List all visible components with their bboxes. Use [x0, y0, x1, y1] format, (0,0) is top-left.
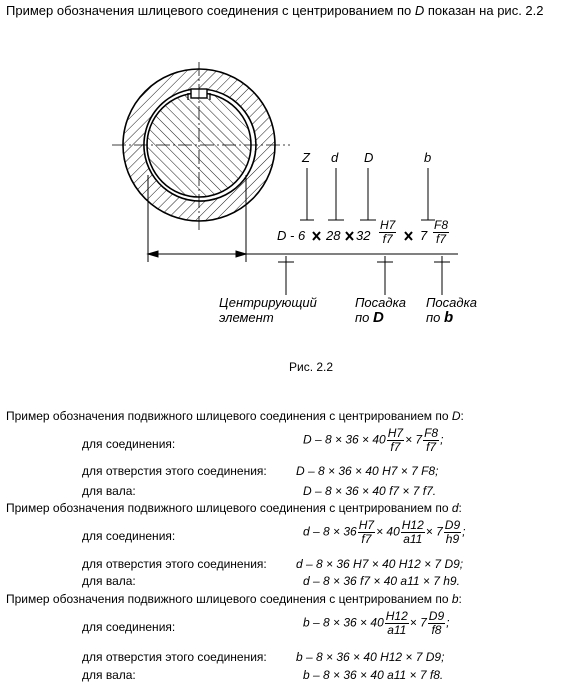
example-1-connection-label: для соединения:	[82, 437, 176, 451]
example-1-title-colon: :	[460, 409, 464, 423]
example-2-shaft-label: для вала:	[82, 574, 136, 588]
example-3-shaft-value: b – 8 × 36 × 40 a11 × 7 f8.	[303, 668, 444, 682]
example-3-conn-end: ;	[446, 615, 450, 630]
example-1-conn-f2-num: F8	[424, 426, 439, 440]
example-2-connection	[303, 519, 465, 545]
example-3-conn-p2: × 7	[409, 615, 427, 630]
example-1-conn-p1: D – 8 × 36 × 40	[303, 432, 386, 447]
example-2-connection-label: для соединения:	[82, 529, 176, 543]
label-fit-b-symbol: b	[444, 309, 454, 326]
intro-before: Пример обозначения шлицевого соединения с центрированием по	[6, 3, 415, 18]
example-1-title-text: Пример обозначения подвижного шлицевого соединения с центрированием по	[6, 409, 452, 423]
example-3-conn-f1-den: a11	[387, 622, 407, 637]
example-2-conn-f1-num: H7	[358, 518, 375, 532]
label-centering-line1: Центрирующий	[219, 295, 317, 310]
example-1-conn-p2: × 7	[405, 432, 423, 447]
example-2-conn-p2: × 40	[376, 524, 400, 539]
designation-p3: 32	[356, 228, 371, 243]
label-centering-line2: элемент	[219, 310, 274, 325]
example-3-shaft-label: для вала:	[82, 668, 136, 682]
example-3-connection-label: для соединения:	[82, 620, 176, 634]
example-3-conn-f2-num: D9	[428, 609, 445, 623]
example-1-hole-value: D – 8 × 36 × 40 H7 × 7 F8;	[296, 464, 439, 478]
label-fit-b	[426, 295, 477, 325]
example-3-connection	[303, 610, 449, 636]
intro-after: показан на рис. 2.2	[424, 3, 544, 18]
example-3-conn-f2-den: f8	[431, 622, 442, 637]
designation-fraction-2	[432, 219, 450, 245]
example-2-conn-f3-num: D9	[444, 518, 461, 532]
label-fit-d-symbol: D	[373, 309, 384, 326]
example-1-conn-f2-den: f7	[426, 439, 437, 454]
example-2-conn-f3-den: h9	[445, 531, 460, 546]
designation-fraction-1	[378, 219, 397, 245]
example-1-hole-label: для отверстия этого соединения:	[82, 464, 267, 478]
example-2-conn-f2-num: H12	[401, 518, 424, 532]
example-2-conn-end: ;	[462, 524, 466, 539]
example-2-hole-label: для отверстия этого соединения:	[82, 557, 267, 571]
letter-d-small: d	[331, 150, 339, 165]
intro-letter: D	[414, 3, 425, 18]
example-3-title-letter: b	[451, 592, 459, 606]
label-fit-d	[355, 295, 406, 325]
example-3-conn-p1: b – 8 × 36 × 40	[303, 615, 384, 630]
example-2-shaft-value: d – 8 × 36 f7 × 40 a11 × 7 h9.	[303, 574, 460, 588]
letter-b: b	[424, 150, 432, 165]
example-1-connection	[303, 427, 443, 453]
example-1-conn-end: ;	[440, 432, 444, 447]
example-2-title-colon: :	[458, 501, 462, 515]
designation-p1: D - 6	[277, 228, 306, 243]
example-3-title-text: Пример обозначения подвижного шлицевого соединения с центрированием по	[6, 592, 452, 606]
example-1-conn-f1-den: f7	[390, 439, 401, 454]
example-2-conn-p3: × 7	[425, 524, 443, 539]
example-3-title-colon: :	[458, 592, 462, 606]
label-fit-d-line2: по	[355, 310, 370, 325]
label-fit-b-line2: по	[426, 310, 441, 325]
designation-f2-num: F8	[434, 218, 449, 232]
letter-d-large: D	[364, 150, 374, 165]
label-fit-b-line1: Посадка	[426, 295, 477, 310]
designation-f1-num: H7	[380, 218, 396, 232]
designation-f1-den: f7	[382, 231, 393, 246]
example-2-hole-value: d – 8 × 36 H7 × 40 H12 × 7 D9;	[296, 557, 464, 571]
letter-z: Z	[302, 150, 310, 165]
example-3-hole-label: для отверстия этого соединения:	[82, 650, 267, 664]
example-2-title-letter: d	[451, 501, 459, 515]
example-2-conn-f2-den: a11	[403, 531, 423, 546]
designation-f2-den: f7	[436, 231, 447, 246]
example-1-title-letter: D	[451, 409, 461, 423]
label-fit-d-line1: Посадка	[355, 295, 406, 310]
designation-p4: 7	[420, 228, 428, 243]
example-2-conn-f1-den: f7	[361, 531, 372, 546]
figure-caption: Рис. 2.2	[289, 360, 334, 374]
example-1-title	[6, 409, 464, 423]
example-1-conn-f1-num: H7	[387, 426, 404, 440]
example-2-conn-p1: d – 8 × 36	[303, 524, 357, 539]
designation-p2: 28	[326, 228, 341, 243]
example-2-title	[6, 501, 462, 515]
example-3-conn-f1-num: H12	[385, 609, 408, 623]
example-3-hole-value: b – 8 × 36 × 40 H12 × 7 D9;	[296, 650, 445, 664]
label-centering	[219, 295, 317, 325]
example-2-title-text: Пример обозначения подвижного шлицевого соединения с центрированием по	[6, 501, 452, 515]
example-1-shaft-value: D – 8 × 36 × 40 f7 × 7 f7.	[303, 484, 437, 498]
example-1-shaft-label: для вала:	[82, 484, 136, 498]
example-3-title	[6, 592, 462, 606]
